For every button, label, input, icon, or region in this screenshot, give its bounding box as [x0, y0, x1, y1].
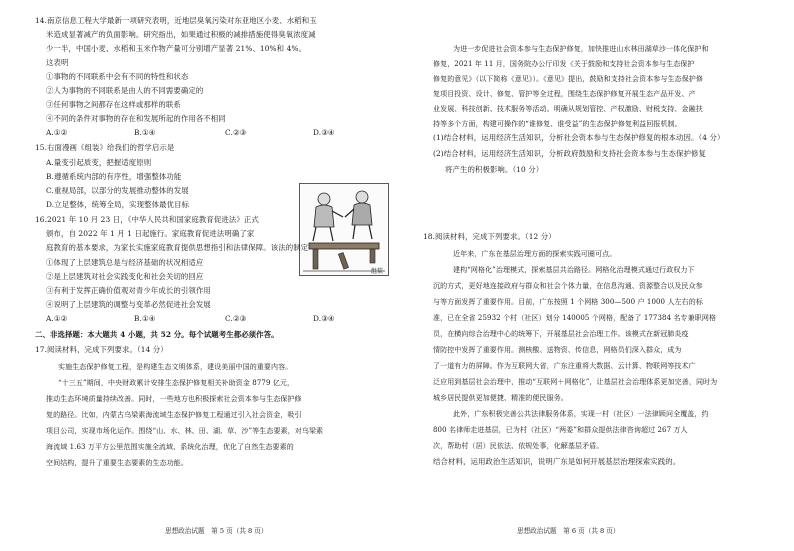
- q18-material-line-2: 建构“网格化”治理模式，探索基层共治路径。网格化治理模式通过行政权力下: [453, 266, 695, 274]
- q18-material-line-3: 沉的方式，更好地连接政府与群众和社会个体力量，在信息沟通、资源整合以及民众参: [433, 282, 703, 290]
- q16-answer-a: A.①②: [46, 314, 68, 323]
- q14-answer-d: D.③④: [313, 128, 335, 137]
- q15-choice-c: C.重视局部，以部分的发展推动整体的发展: [46, 186, 189, 195]
- q17-cont-line-1: 为进一步促进社会资本参与生态保护修复，加快推进山水林田湖草沙一体化保护和: [453, 45, 709, 53]
- q16-answer-b: B.①④: [134, 314, 156, 323]
- q18-material-line-5: 准，已在全省 25932 个村（社区）划分 140005 个网格，配备了 177384 名专兼职网格: [433, 314, 717, 322]
- q15-choice-b: B.遵循系统内部的有序性，增强整体功能: [46, 172, 182, 181]
- q14-answer-b: B.①④: [134, 128, 156, 137]
- right-page: [397, 0, 794, 551]
- q17-material-line-4: 复的路径。比如，内蒙古乌梁素海流域生态保护修复工程通过引入社会资金，吸引: [46, 411, 302, 419]
- q17-cont-line-5: 业发展、科技创新、技术服务等活动。明确从规划管控、产权激励、财税支持、金融扶: [433, 105, 703, 113]
- q17-cont-line-6: 持等多个方面，构建可操作的“谁修复、谁受益”的生态保护修复利益回报机制。: [433, 120, 682, 128]
- q14-answer-a: A.①②: [46, 128, 68, 137]
- q16-choice-1: ①体现了上层建筑总是与经济基础的状况相适应: [46, 258, 204, 267]
- q14-stem-line-2: 米造成显著减产的负面影响。研究指出，如果通过积极的减排措施使得臭氧浓度减: [46, 30, 316, 39]
- page-5-footer: 思想政治试题 第 5 页（共 8 页）: [165, 527, 268, 535]
- q18-material-line-7: 情防控中发挥了重要作用。测核酸、送物资、传信息，网格员们深入群众，成为: [433, 346, 682, 354]
- q17-material-line-5: 项目公司，实现市场化运作。围绕“山、水、林、田、湖、草、沙”等生态要素，对乌梁素: [46, 427, 324, 435]
- page-6-footer: 思想政治试题 第 6 页（共 8 页）: [517, 527, 620, 535]
- q17-material-line-6: 海流域 1.63 万平方公里范围实施全流域、系统化治理，优化了自然生态要素的: [46, 443, 294, 451]
- q17-task-1: (1)结合材料，运用经济生活知识，分析社会资本参与生态保护修复的根本动因。（4 分）: [433, 133, 725, 142]
- q15-choice-d: D.立足整体，统筹全局，实现整体最优目标: [46, 200, 190, 209]
- q16-choice-2: ②是上层建筑对社会实践变化和社会关切的回应: [46, 272, 204, 281]
- q17-cont-line-2: 修复，2021 年 11 月，国务院办公厅印发《关于鼓励和支持社会资本参与生态保护: [433, 60, 695, 68]
- q18-material-line-4: 与等方面发挥了重要作用。目前，广东按照 1 个网格 300—500 户 1000 人左右的标: [433, 298, 703, 306]
- q14-stem-line-4: 这表明: [46, 58, 69, 67]
- q14-choice-3: ③任何事物之间都存在这样或那样的联系: [46, 100, 181, 109]
- q18-material-line-9: 泛应用到基层社会治理中，推动“互联网＋网格化”，让基层社会治理体系更加完善，同时为: [433, 378, 718, 386]
- q17-material-line-2: “十三五”期间，中央财政累计安排生态保护修复相关补助资金 8779 亿元，: [58, 379, 295, 387]
- q14-stem-line-1: 14.南京信息工程大学最新一项研究表明，近地层臭氧污染对东亚地区小麦、水稻和玉: [35, 16, 317, 25]
- q18-material2-line-1: 此外，广东积极完善公共法律服务体系，实现一村（社区）一法律顾问全覆盖，约: [453, 410, 709, 418]
- q16-answer-d: D.③④: [313, 314, 335, 323]
- q16-stem-line-2: 颁布，自 2022 年 1 月 1 日起施行。家庭教育促进法明确了家: [46, 229, 255, 238]
- q17-cont-line-4: 复项目投资、设计、修复、管护等全过程，围绕生态保护修复开展生态产品开发、产: [433, 90, 696, 98]
- q16-choice-3: ③有利于发挥正确价值观对青少年成长的引领作用: [46, 286, 211, 295]
- q16-stem-line-3: 庭教育的基本要求，为家长实施家庭教育提供思想指引和法律保障。该法的制定: [46, 243, 309, 252]
- q16-stem-line-1: 16.2021 年 10 月 23 日，《中华人民共和国家庭教育促进法》正式: [35, 215, 259, 224]
- q17-material-line-7: 空间结构，提升了重要生态要素的生态功能。: [46, 459, 188, 467]
- q18-stem: 18.阅读材料，完成下列要求。（12 分）: [423, 232, 556, 241]
- q17-stem: 17.阅读材料，完成下列要求。（14 分）: [35, 345, 168, 354]
- q15-choice-a: A.量变引起质变，把握适度原则: [46, 158, 152, 167]
- q18-material-line-1: 近年来，广东在基层治理方面的探索实践可圈可点。: [453, 250, 617, 258]
- q18-material-line-8: 了一道有力的屏障。作为互联网大省，广东注重将大数据、云计算、物联网等技术广: [433, 362, 696, 370]
- q16-answer-c: C.②③: [225, 314, 247, 323]
- q18-material2-line-3: 次，帮助村（居）民依法、依规处事，化解基层矛盾。: [433, 442, 604, 450]
- q14-choice-4: ④不同的条件对事物的存在和发展所起的作用各不相同: [46, 114, 226, 123]
- q14-choice-2: ②人为事物的不同联系是由人的不同需要确定的: [46, 86, 204, 95]
- q16-choice-4: ④说明了上层建筑的调整与变革必然促进社会发展: [46, 300, 211, 309]
- q17-task-2-cont: 将产生的积极影响。（10 分）: [445, 165, 544, 174]
- q14-stem-line-3: 少一半，中国小麦、水稻和玉米作物产量可分别增产显著 21%、10%和 4%。: [46, 44, 307, 53]
- q17-material-line-3: 推动生态环境质量持续改善。同时，一些地方也积极探索社会资本参与生态保护修: [46, 395, 302, 403]
- q17-task-2: (2)结合材料，运用经济生活知识，分析政府鼓励和支持社会资本参与生态保护修复: [433, 149, 706, 158]
- q18-material2-line-2: 800 名律师走进基层，已为村（社区）“两委”和群众提供法律咨询超过 267 万人: [433, 426, 688, 434]
- q14-answer-c: C.②③: [225, 128, 247, 137]
- section-2-heading: 二、非选择题：本大题共 4 小题，共 52 分。每个试题考生都必须作答。: [35, 330, 279, 339]
- cartoon-caption: 组装: [370, 268, 383, 275]
- assembly-cartoon-image: [299, 183, 389, 276]
- q17-cont-line-3: 修复的意见》（以下简称《意见》）。《意见》提出，鼓励和支持社会资本参与生态保护修: [433, 75, 703, 83]
- q14-choice-1: ①事物的不同联系中会有不同的特性和状态: [46, 72, 189, 81]
- q18-task: 结合材料，运用政治生活知识，说明广东是如何开展基层治理探索实践的。: [433, 457, 681, 466]
- q15-stem: 15.右面漫画《组装》给我们的哲学启示是: [35, 143, 175, 152]
- q17-material-line-1: 实施生态保护修复工程，是构建生态文明体系，建设美丽中国的重要内容。: [58, 363, 293, 371]
- q18-material-line-10: 城乡居民提供更加便捷、精准的便民服务。: [433, 394, 568, 402]
- q18-material-line-6: 员，在横向综合治理中心的统筹下，开展基层社会治理工作。该模式在新冠肺炎疫: [433, 330, 689, 338]
